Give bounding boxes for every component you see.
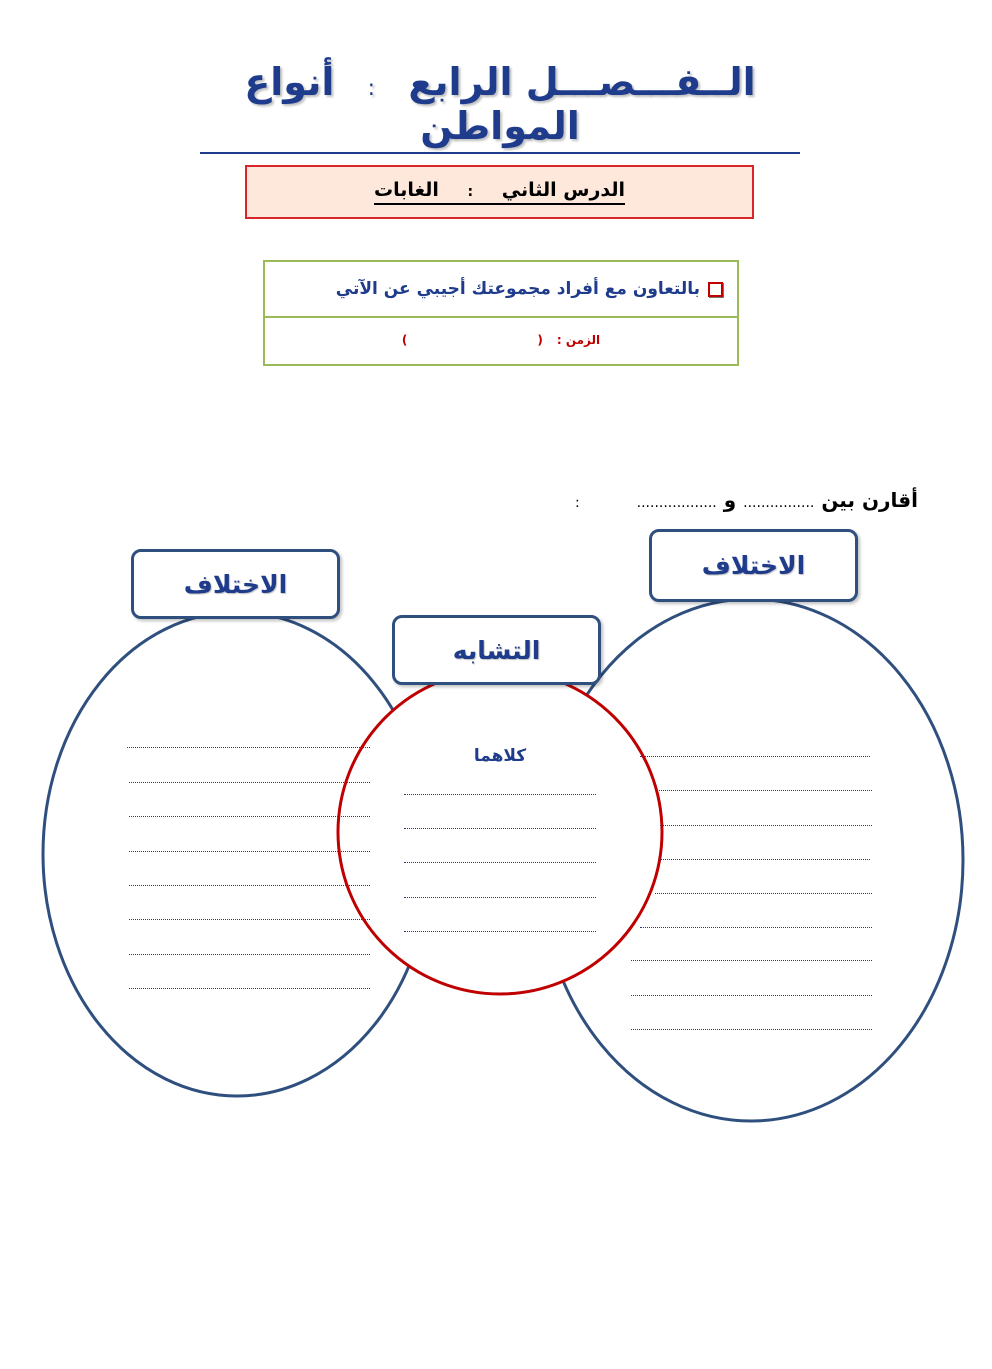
compare-conjunction: و: [723, 488, 737, 512]
lesson-box: [245, 165, 754, 219]
left-line[interactable]: [129, 954, 370, 955]
instruction-row: [265, 262, 737, 318]
right-line[interactable]: [655, 790, 872, 791]
right-difference-label: الاختلاف: [649, 529, 858, 602]
left-line[interactable]: [129, 885, 370, 886]
right-line[interactable]: [660, 859, 870, 860]
right-line[interactable]: [655, 893, 872, 894]
lesson-title: الغابات: [373, 179, 439, 201]
similarity-label: التشابه: [392, 615, 601, 685]
compare-blank-2[interactable]: ..................: [636, 495, 717, 511]
time-open-paren: (: [537, 333, 543, 347]
left-line[interactable]: [127, 747, 370, 748]
right-line[interactable]: [631, 995, 872, 996]
compare-prefix: أقارن بين: [821, 488, 918, 512]
venn-diagram: [0, 520, 992, 1140]
time-label: الزمن :: [556, 333, 601, 347]
left-line[interactable]: [129, 988, 370, 989]
compare-blank-1[interactable]: ................: [743, 495, 815, 511]
instruction-table: [263, 260, 739, 366]
lesson-name: الدرس الثاني: [501, 179, 626, 201]
right-line[interactable]: [631, 1029, 872, 1030]
lesson-separator: :: [467, 184, 474, 200]
center-line[interactable]: [404, 931, 596, 932]
center-line[interactable]: [404, 862, 596, 863]
lesson-label: [374, 179, 625, 205]
left-line[interactable]: [129, 782, 370, 783]
right-line[interactable]: [640, 927, 872, 928]
left-line[interactable]: [129, 816, 370, 817]
right-line[interactable]: [660, 825, 872, 826]
chapter-title: [200, 60, 800, 148]
left-line[interactable]: [129, 919, 370, 920]
chapter-label: الــفـــصـــل الرابع: [408, 60, 756, 104]
instruction-text: بالتعاون مع أفراد مجموعتك أجيبي عن الآتي: [335, 279, 700, 299]
checkbox-icon[interactable]: [708, 282, 723, 297]
right-line[interactable]: [640, 756, 870, 757]
center-line[interactable]: [404, 897, 596, 898]
compare-colon: :: [574, 495, 580, 511]
left-line[interactable]: [129, 851, 370, 852]
compare-line: [575, 488, 918, 518]
right-line[interactable]: [631, 960, 872, 961]
left-difference-label: الاختلاف: [131, 549, 340, 619]
center-line[interactable]: [404, 828, 596, 829]
both-label: كلاهما: [473, 746, 527, 766]
time-row: [265, 318, 737, 362]
chapter-separator: :: [367, 76, 376, 101]
chapter-topic: أنواع المواطن: [244, 60, 580, 148]
time-close-paren: ): [401, 333, 408, 347]
center-circle: [338, 670, 662, 994]
center-line[interactable]: [404, 794, 596, 795]
